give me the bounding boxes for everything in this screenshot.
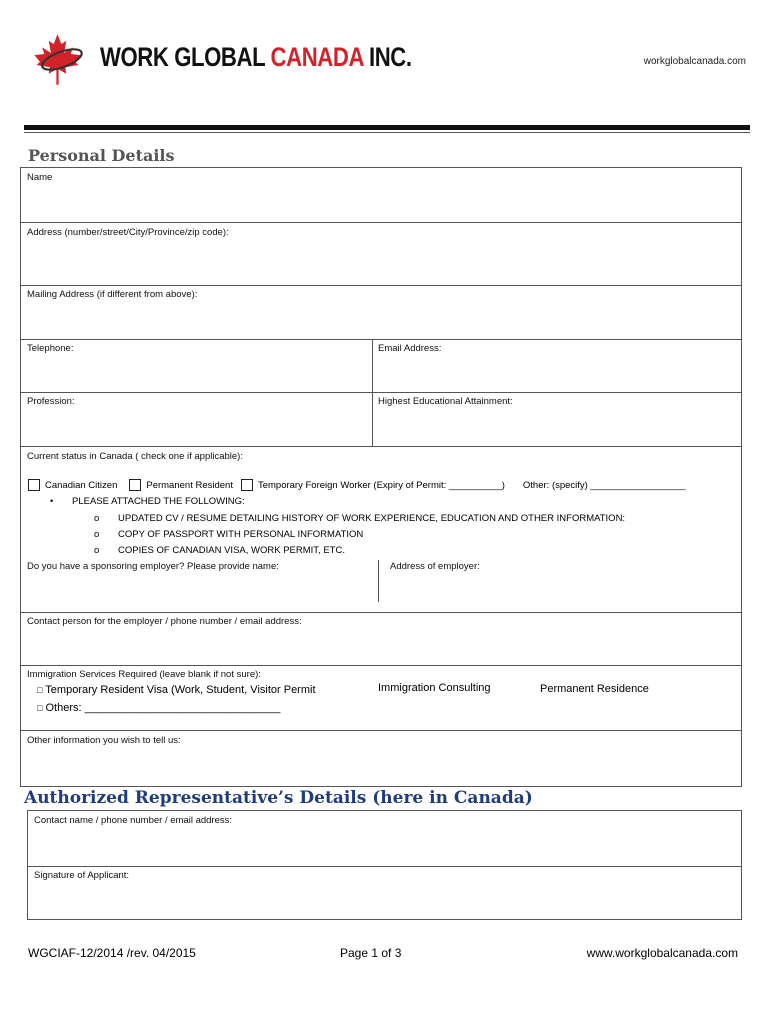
other-status-label: Other: (specify) __________________ bbox=[522, 479, 686, 491]
section-title-authorized-representative: Authorized Representative’s Details (here in Canada) bbox=[24, 788, 533, 808]
email-label: Email Address: bbox=[378, 343, 442, 354]
telephone-field[interactable] bbox=[21, 340, 371, 392]
company-logo-text bbox=[100, 42, 412, 73]
mailing-address-label: Mailing Address (if different from above): bbox=[27, 289, 198, 300]
trv-option[interactable] bbox=[37, 684, 316, 696]
logo-text-suffix: INC. bbox=[363, 42, 412, 72]
employer-contact-label: Contact person for the employer / phone number / email address: bbox=[27, 616, 302, 627]
attach-item-text: COPIES OF CANADIAN VISA, WORK PERMIT, ETC. bbox=[118, 545, 345, 556]
name-field[interactable] bbox=[21, 168, 741, 222]
attach-heading bbox=[50, 496, 245, 507]
education-field[interactable] bbox=[373, 393, 741, 446]
row-divider bbox=[20, 446, 742, 447]
name-label: Name bbox=[27, 172, 53, 183]
temporary-worker-label: Temporary Foreign Worker (Expiry of Permit: __________) bbox=[257, 479, 505, 491]
profession-label: Profession: bbox=[27, 396, 75, 407]
attach-heading-text: PLEASE ATTACHED THE FOLLOWING: bbox=[72, 496, 245, 507]
employer-address-label: Address of employer: bbox=[390, 561, 480, 572]
other-info-field[interactable] bbox=[21, 731, 741, 786]
signature-label: Signature of Applicant: bbox=[34, 870, 130, 881]
address-field[interactable] bbox=[21, 223, 741, 285]
footer-website[interactable]: www.workglobalcanada.com bbox=[586, 946, 738, 960]
employer-address-field[interactable] bbox=[379, 558, 741, 612]
permanent-resident-label: Permanent Resident bbox=[146, 479, 233, 491]
canadian-citizen-checkbox[interactable] bbox=[28, 479, 40, 491]
rep-contact-field[interactable] bbox=[28, 811, 741, 866]
others-option-label: Others: ________________________________ bbox=[45, 702, 281, 714]
attach-item-text: COPY OF PASSPORT WITH PERSONAL INFORMATION bbox=[118, 529, 364, 540]
immigration-label: Immigration Services Required (leave blank if not sure): bbox=[27, 669, 261, 680]
circle-bullet-icon: o bbox=[94, 545, 100, 556]
other-info-label: Other information you wish to tell us: bbox=[27, 735, 181, 746]
education-label: Highest Educational Attainment: bbox=[378, 396, 513, 407]
sponsor-field[interactable] bbox=[21, 558, 377, 612]
footer-form-code: WGCIAF-12/2014 /rev. 04/2015 bbox=[28, 946, 196, 960]
permanent-resident-checkbox[interactable] bbox=[129, 479, 141, 491]
employer-contact-field[interactable] bbox=[21, 613, 741, 665]
signature-field[interactable] bbox=[28, 867, 741, 919]
header-website[interactable]: workglobalcanada.com bbox=[643, 56, 746, 67]
logo-text-canada: CANADA bbox=[270, 42, 364, 72]
rep-contact-label: Contact name / phone number / email address: bbox=[34, 815, 233, 826]
profession-field[interactable] bbox=[21, 393, 371, 446]
bullet-icon: • bbox=[50, 496, 54, 507]
header-divider-thick bbox=[24, 125, 750, 130]
circle-bullet-icon: o bbox=[94, 529, 100, 540]
telephone-label: Telephone: bbox=[27, 343, 74, 354]
sponsor-label: Do you have a sponsoring employer? Please provide name: bbox=[27, 561, 279, 572]
status-options-row bbox=[28, 479, 686, 491]
attach-item bbox=[94, 529, 363, 540]
section-title-personal-details: Personal Details bbox=[28, 146, 175, 165]
email-field[interactable] bbox=[373, 340, 741, 392]
temporary-worker-checkbox[interactable] bbox=[241, 479, 253, 491]
attach-item-text: UPDATED CV / RESUME DETAILING HISTORY OF WORK EXPERIENCE, EDUCATION AND OTHER INFORMATION: bbox=[118, 513, 626, 524]
row-divider bbox=[20, 665, 742, 666]
trv-option-label: Temporary Resident Visa (Work, Student, Visitor Permit bbox=[45, 684, 316, 696]
maple-leaf-logo-icon bbox=[30, 32, 85, 87]
checkbox-icon: □ bbox=[37, 685, 43, 695]
footer-page-number: Page 1 of 3 bbox=[340, 946, 402, 960]
canadian-citizen-label: Canadian Citizen bbox=[45, 479, 118, 491]
logo-text-prefix: WORK GLOBAL bbox=[100, 42, 271, 72]
status-label: Current status in Canada ( check one if applicable): bbox=[27, 451, 243, 462]
address-label: Address (number/street/City/Province/zip code): bbox=[27, 227, 229, 238]
circle-bullet-icon: o bbox=[94, 513, 100, 524]
immigration-consulting-option[interactable]: Immigration Consulting bbox=[378, 682, 491, 694]
others-option[interactable] bbox=[37, 702, 280, 714]
attach-item bbox=[94, 545, 345, 556]
mailing-address-field[interactable] bbox=[21, 286, 741, 339]
header-divider-thin bbox=[24, 132, 750, 133]
attach-item bbox=[94, 513, 625, 524]
permanent-residence-option[interactable]: Permanent Residence bbox=[540, 683, 649, 695]
checkbox-icon: □ bbox=[37, 703, 43, 713]
